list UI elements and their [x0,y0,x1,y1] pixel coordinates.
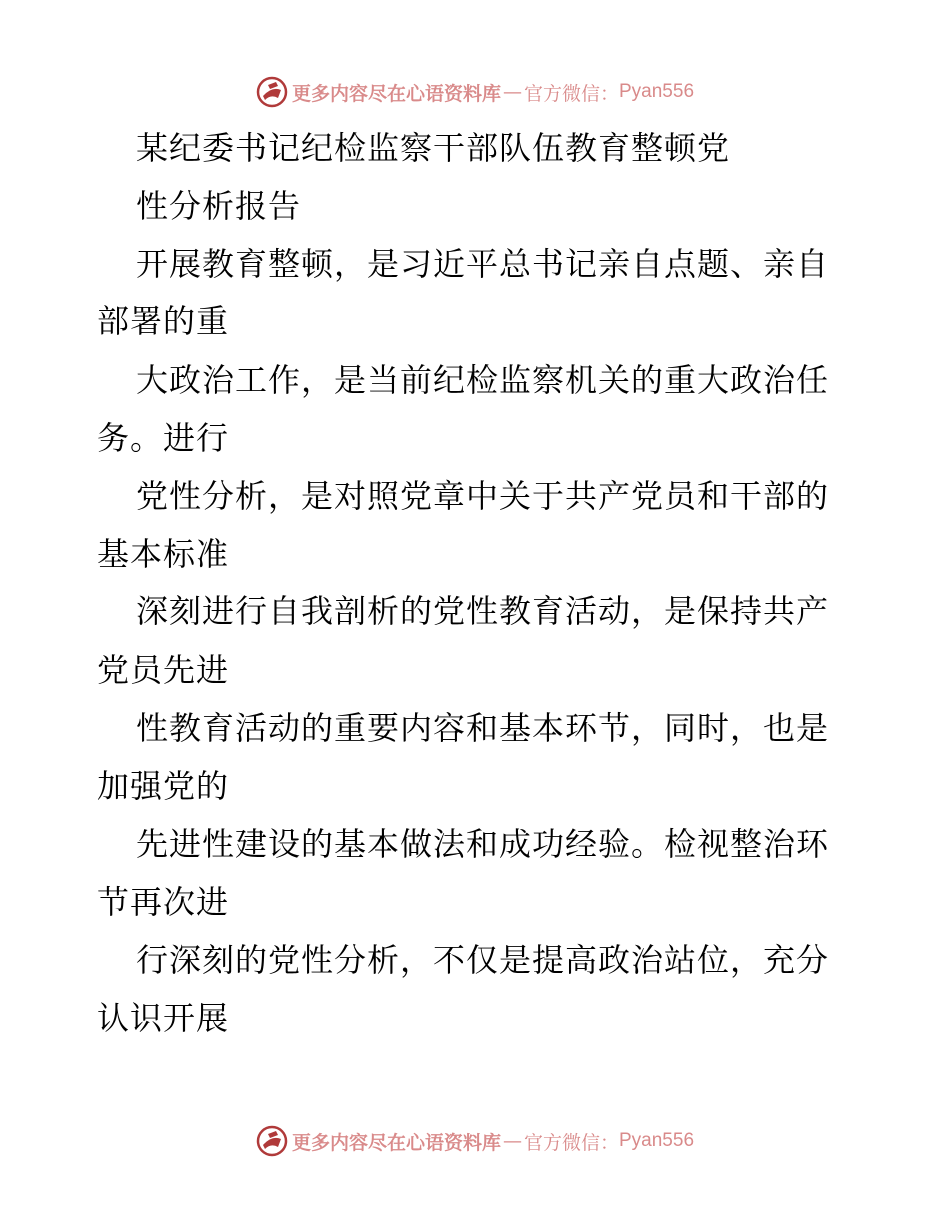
doc-line: 性教育活动的重要内容和基本环节，同时，也是 [136,709,830,747]
banner-dash: — [502,1130,522,1152]
doc-line: 党性分析，是对照党章中关于共产党员和干部的 [136,477,830,515]
doc-line: 性分析报告 [136,187,302,225]
doc-line: 深刻进行自我剖析的党性教育活动，是保持共产 [136,592,830,630]
banner-wechat-label: 官方微信： [523,1131,619,1154]
doc-line: 基本标准 [97,535,230,573]
doc-line: 党员先进 [97,651,230,689]
doc-line: 加强党的 [97,767,230,805]
doc-line: 部署的重 [97,302,230,340]
book-logo-icon [256,1125,288,1157]
doc-line: 认识开展 [97,999,230,1037]
banner-dash: — [502,81,522,103]
doc-line: 大政治工作，是当前纪检监察机关的重大政治任 [136,361,830,399]
doc-line: 开展教育整顿，是习近平总书记亲自点题、亲自 [136,245,830,283]
doc-line: 务。进行 [97,419,230,457]
banner-main-text: 更多内容尽在心语资料库 [291,82,501,105]
banner-wechat-label: 官方微信： [523,82,619,105]
footer-banner [0,1121,950,1161]
banner-main-text: 更多内容尽在心语资料库 [291,1131,501,1154]
header-banner [0,72,950,112]
doc-line: 节再次进 [97,883,230,921]
banner-wechat-id: Pyan556 [619,81,695,102]
banner-wechat-id: Pyan556 [619,1130,695,1151]
doc-line: 先进性建设的基本做法和成功经验。检视整治环 [136,825,830,863]
doc-line: 某纪委书记纪检监察干部队伍教育整顿党 [136,129,731,167]
book-logo-icon [256,76,288,108]
doc-line: 行深刻的党性分析，不仅是提高政治站位，充分 [136,941,830,979]
